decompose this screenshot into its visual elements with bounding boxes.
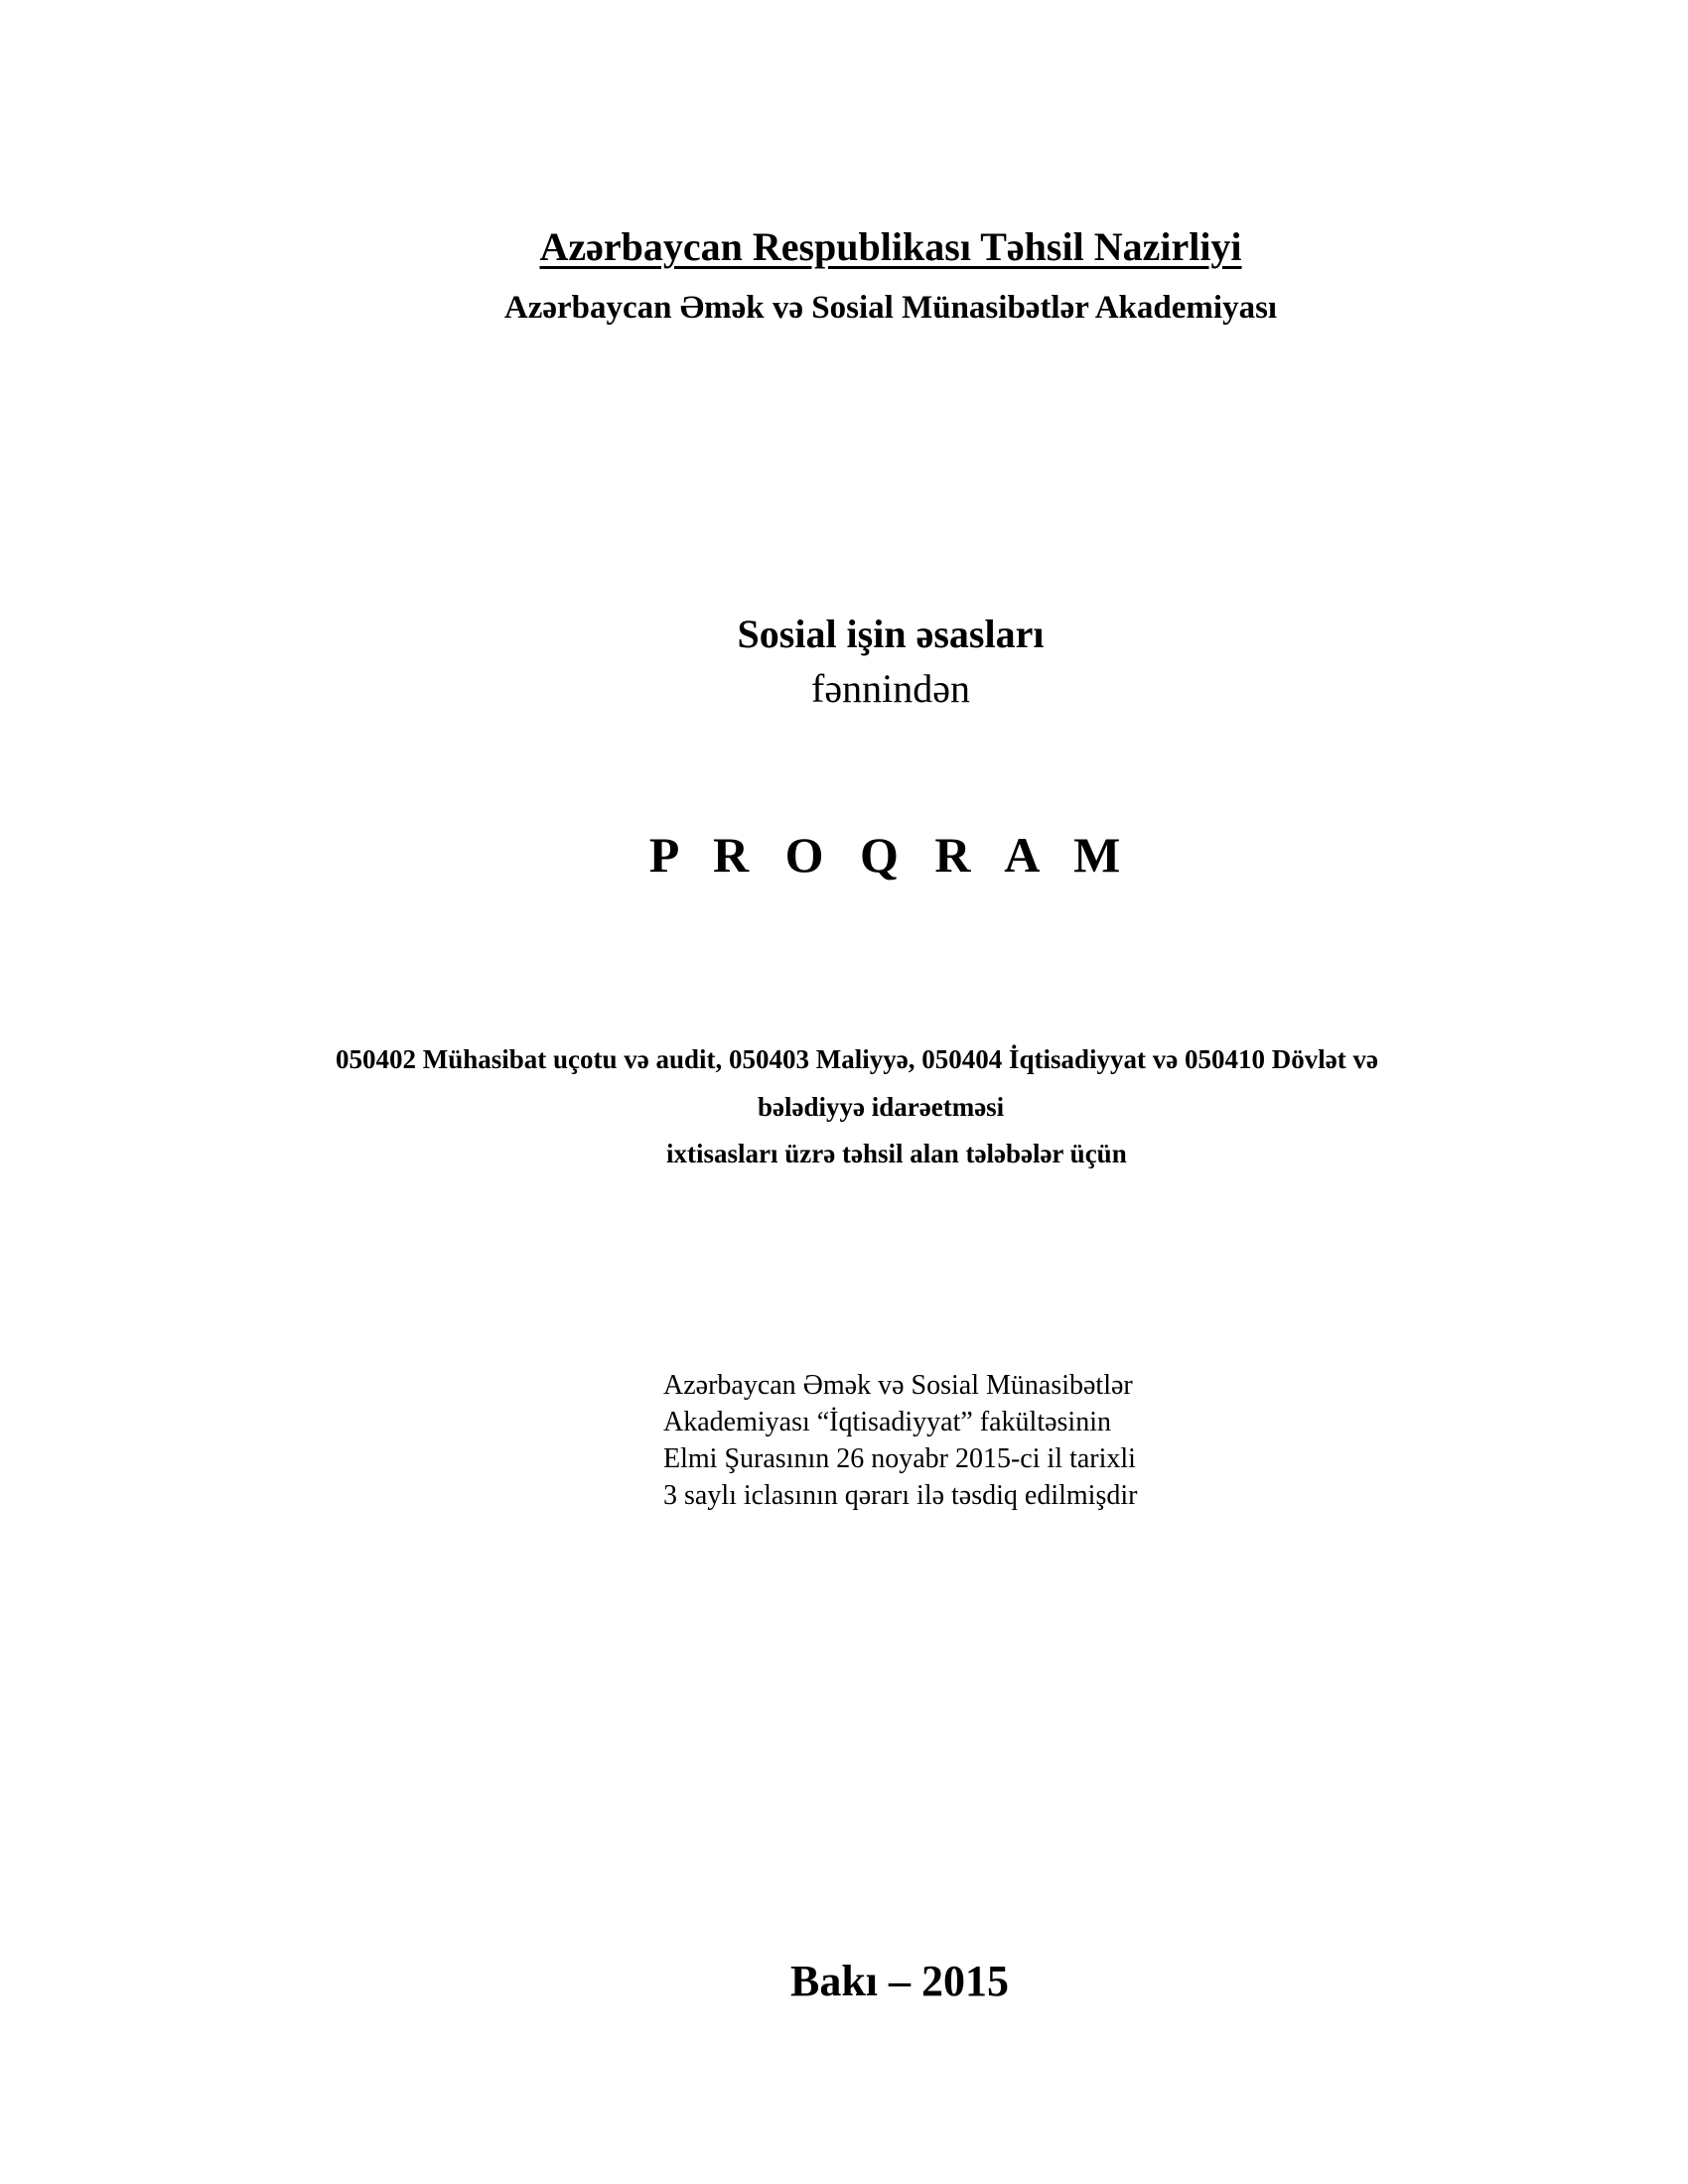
specialties-line-2: bələdiyyə idarəetməsi: [758, 1092, 1005, 1122]
ministry-title: Azərbaycan Respublikası Təhsil Nazirliyi: [539, 224, 1242, 269]
approval-note: [663, 1367, 1137, 1514]
approval-line-2: Akademiyası “İqtisadiyyat” fakültəsinin: [663, 1407, 1111, 1437]
approval-line-3: Elmi Şurasının 26 noyabr 2015-ci il tarixli: [663, 1443, 1136, 1474]
specialties-line-3: ixtisasları üzrə təhsil alan tələbələr üçün: [666, 1139, 1127, 1168]
subject-title: Sosial işin əsasları: [737, 612, 1045, 656]
subject-suffix: fənnindən: [811, 666, 970, 711]
city-and-year: Bakı – 2015: [789, 1957, 1010, 2005]
specialties-line-1: 050402 Mühasibat uçotu və audit, 050403 Maliyyə, 050404 İqtisadiyyat və 050410 Dövlət və: [336, 1044, 1378, 1074]
document-type-heading: P R O Q R A M: [648, 827, 1133, 883]
academy-title: Azərbaycan Əmək və Sosial Münasibətlər Akademiyası: [503, 290, 1278, 326]
approval-line-1: Azərbaycan Əmək və Sosial Münasibətlər: [663, 1370, 1133, 1401]
approval-line-4: 3 saylı iclasının qərarı ilə təsdiq edilmişdir: [663, 1480, 1138, 1511]
